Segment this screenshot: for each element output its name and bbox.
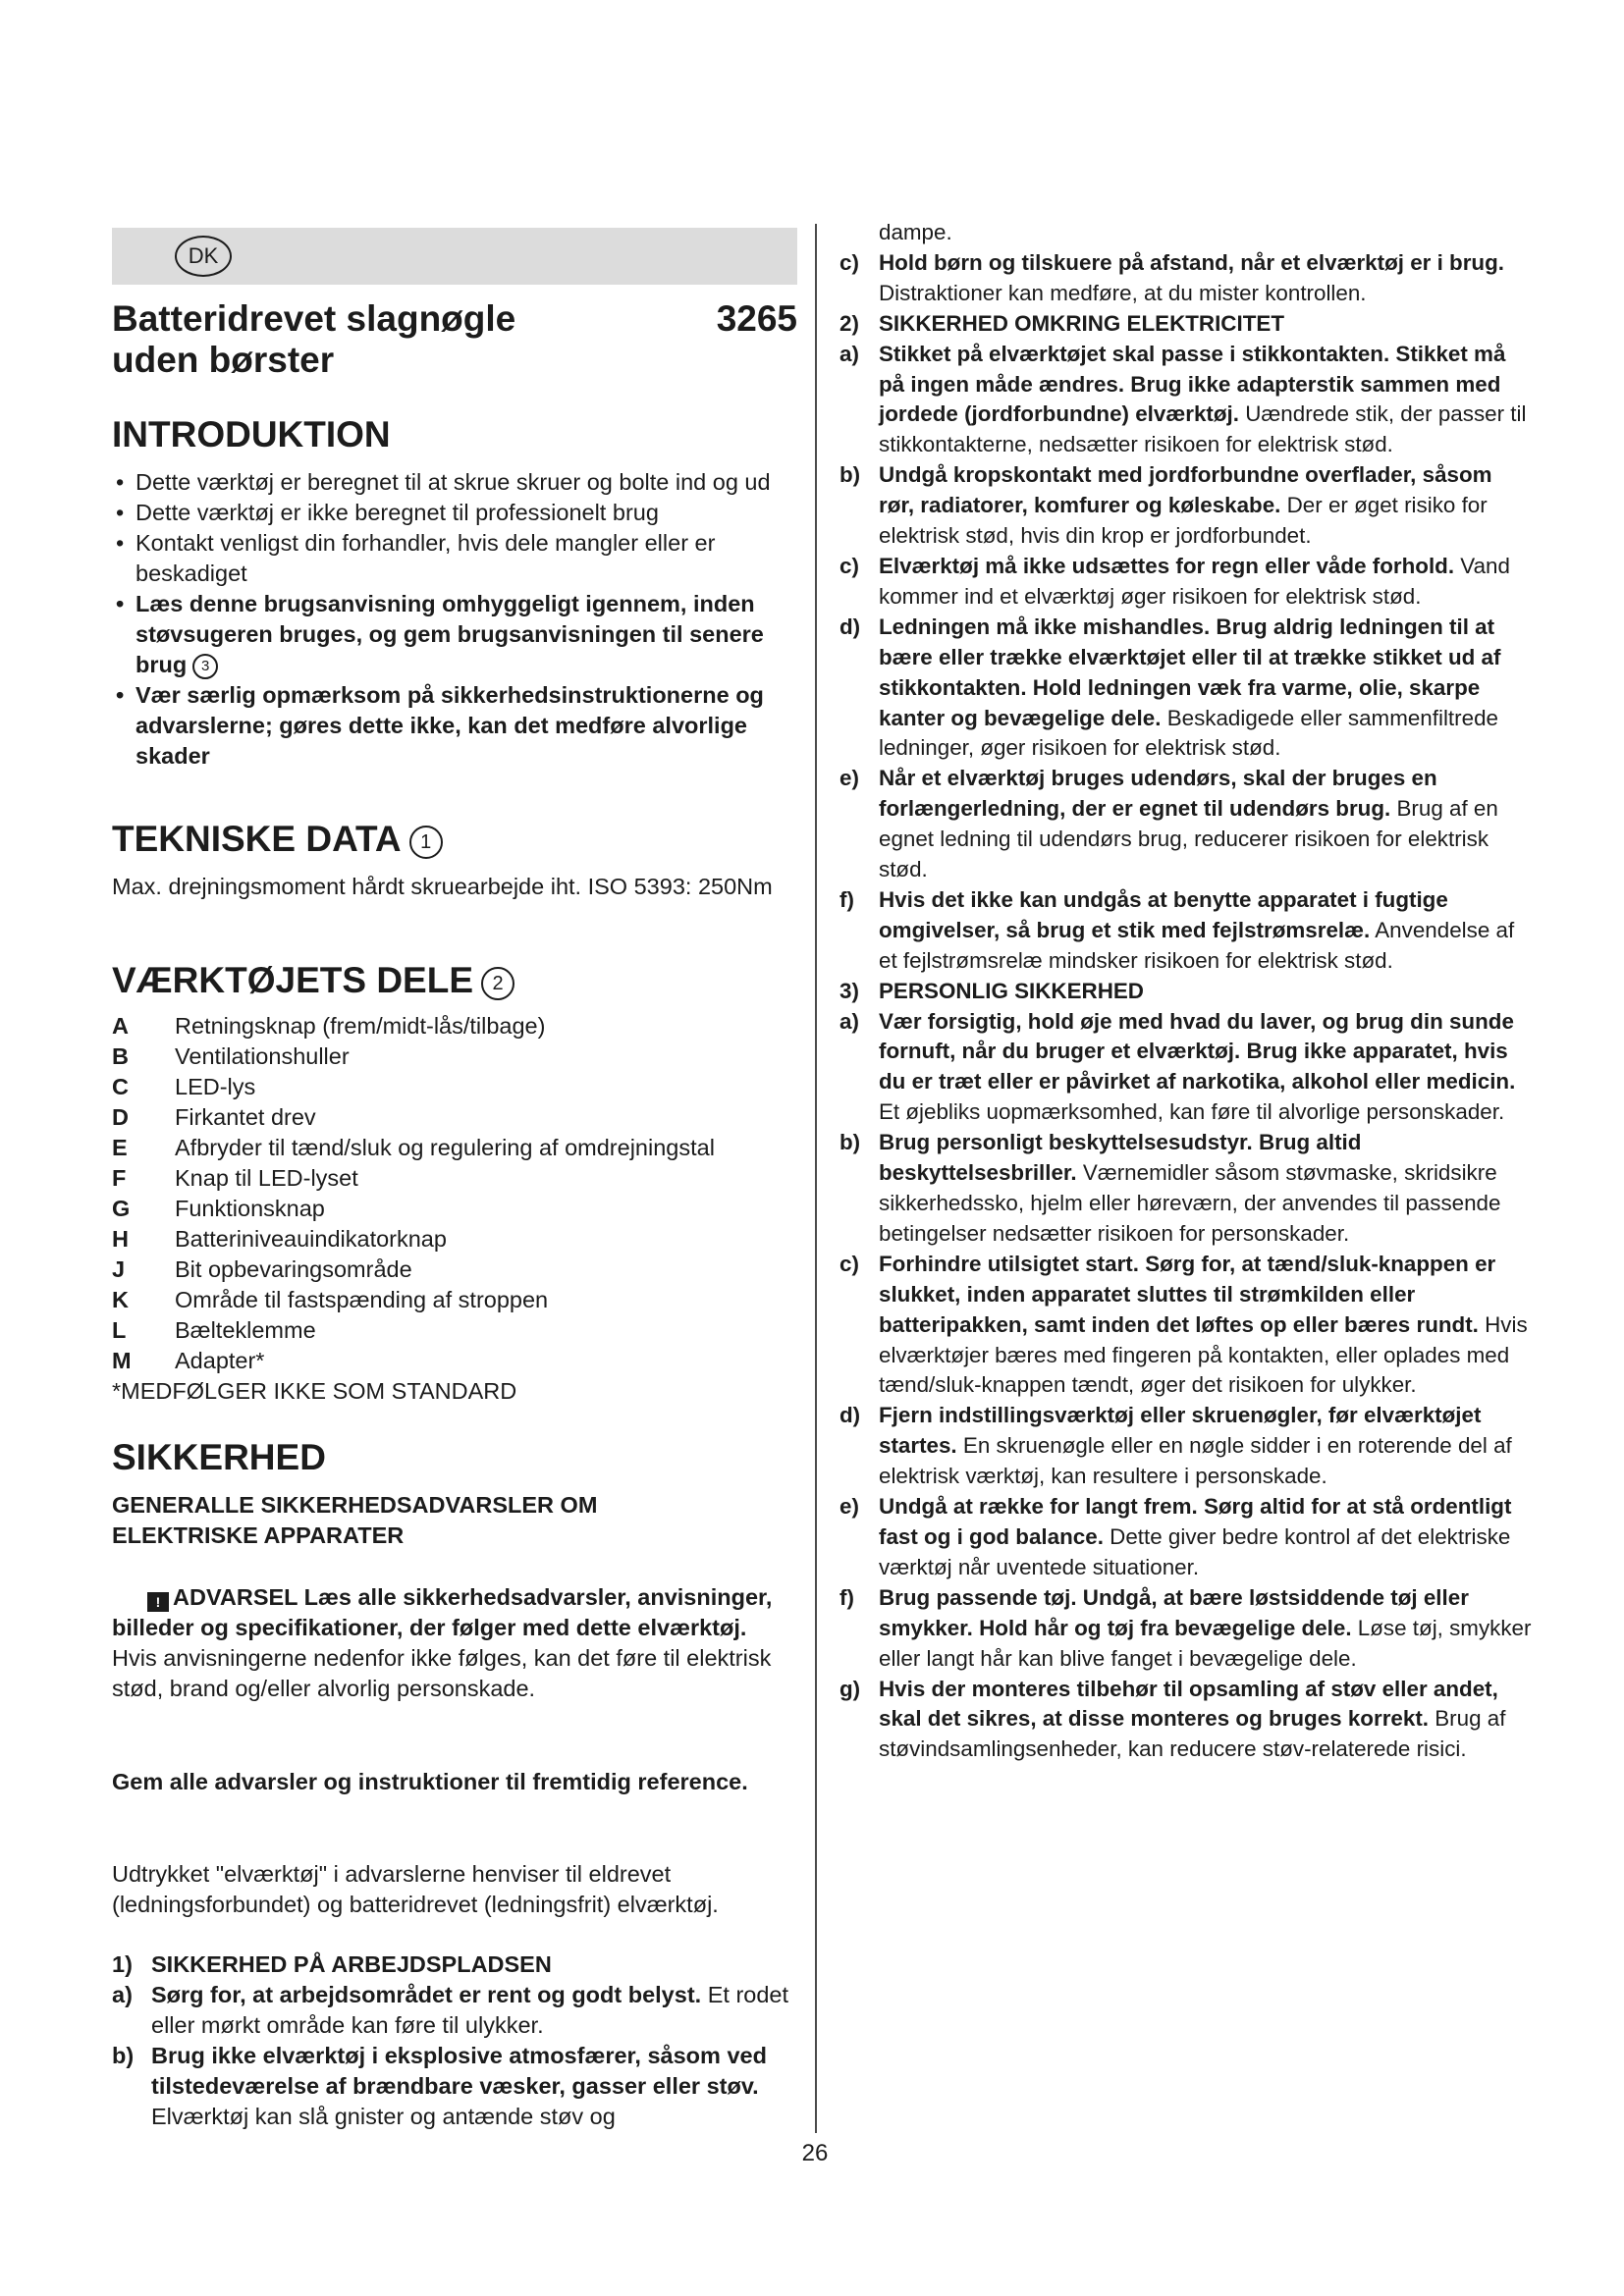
item-bold: Stikket på elværktøjet skal passe i stikkontakten. Stikket må på ingen måde ændres. Brug ikke adapterstik sammen med jordede (jordforbundne) elværktøj. xyxy=(879,341,1506,427)
item-bold: Når et elværktøj bruges udendørs, skal der bruges en forlængerledning, der er egnet til udendørs brug. xyxy=(879,766,1437,822)
language-band xyxy=(112,228,797,285)
item-bold: Fjern indstillingsværktøj eller skruenøgler, før elværktøjet startes. xyxy=(879,1403,1482,1459)
part-row xyxy=(112,1011,797,1041)
part-letter: L xyxy=(112,1317,127,1343)
item-text: Et øjebliks uopmærksomhed, kan føre til alvorlige personskader. xyxy=(879,1099,1505,1125)
item-text: dampe. xyxy=(879,220,952,244)
part-letter: K xyxy=(112,1287,129,1312)
part-row xyxy=(112,1041,797,1072)
item-label: b) xyxy=(112,2043,135,2068)
item-label: c) xyxy=(839,1251,859,1276)
section-title: SIKKERHED PÅ ARBEJDSPLADSEN xyxy=(151,1951,552,1977)
list-item xyxy=(839,552,1532,613)
item-label: f) xyxy=(839,886,854,912)
list-item xyxy=(839,248,1532,309)
part-text: Knap til LED-lyset xyxy=(175,1165,358,1191)
part-letter: B xyxy=(112,1043,129,1069)
section-number: 3) xyxy=(839,978,859,1003)
list-item xyxy=(839,1401,1532,1492)
part-row xyxy=(112,1194,797,1224)
item-label: c) xyxy=(839,553,859,578)
list-item xyxy=(112,2041,797,2132)
figure-ref-badge: 2 xyxy=(481,967,514,1000)
right-column-text xyxy=(839,218,1532,1765)
safety-warning xyxy=(112,1582,797,1704)
part-letter: F xyxy=(112,1165,127,1191)
item-bold: Hvis det ikke kan undgås at benytte apparatet i fugtige omgivelser, så brug et stik med fejlstrømsrelæ. xyxy=(879,886,1448,942)
tech-heading xyxy=(112,819,443,860)
part-text: Ventilationshuller xyxy=(175,1043,350,1069)
part-row xyxy=(112,1163,797,1194)
item-text: Brug af en egnet ledning til udendørs brug, reducerer risikoen for elektrisk stød. xyxy=(879,796,1498,882)
section-heading xyxy=(112,1949,797,1980)
part-text: Bælteklemme xyxy=(175,1317,316,1343)
list-item-text: Læs denne brugsanvisning omhyggeligt igennem, inden støvsugeren bruges, og gem brugsanvisningen til senere brug xyxy=(135,591,764,677)
part-row xyxy=(112,1255,797,1285)
item-text: Distraktioner kan medføre, at du mister kontrollen. xyxy=(879,280,1367,305)
list-item: • Dette værktøj er beregnet til at skrue skruer og bolte ind og ud xyxy=(112,467,797,498)
item-bold: Undgå at række for langt frem. Sørg altid for at stå ordentligt fast og i god balance. xyxy=(879,1494,1512,1549)
item-text: Der er øget risiko for elektrisk stød, hvis din krop er jordforbundet. xyxy=(879,493,1488,549)
item-text: Beskadigede eller sammenfiltrede ledninger, øger risikoen for elektrisk stød. xyxy=(879,705,1498,761)
item-bold: Brug ikke elværktøj i eksplosive atmosfærer, såsom ved tilstedeværelse af brændbare væsker, gasser eller støv. xyxy=(151,2043,767,2099)
section-heading xyxy=(839,977,1532,1007)
safety-heading: SIKKERHED xyxy=(112,1437,326,1477)
part-text: Batteriniveauindikatorknap xyxy=(175,1226,447,1252)
item-text: Brug af støvindsamlingsenheder, kan reducere støv-relaterede risici. xyxy=(879,1706,1506,1762)
item-text: Anvendelse af et fejlstrømsrelæ mindsker risikoen for elektrisk stød. xyxy=(879,917,1515,973)
part-letter: H xyxy=(112,1226,129,1252)
item-label: a) xyxy=(839,1008,859,1034)
section-heading xyxy=(839,309,1532,340)
item-text: Et rodet eller mørkt område kan føre til ulykker. xyxy=(151,1982,789,2038)
item-bold: Undgå kropskontakt med jordforbundne overflader, såsom rør, radiatorer, komfurer og køleskabe. xyxy=(879,462,1492,518)
item-bold: Hvis der monteres tilbehør til opsamling af støv eller andet, skal det sikres, at disse monteres og bruges korrekt. xyxy=(879,1676,1498,1732)
list-item xyxy=(839,460,1532,552)
parts-heading-text: VÆRKTØJETS DELE xyxy=(112,960,473,1000)
warning-bold-text: ADVARSEL Læs alle sikkerhedsadvarsler, anvisninger, billeder og specifikationer, der følger med dette elværktøj. xyxy=(112,1584,773,1640)
item-label: a) xyxy=(839,341,859,366)
item-bold: Vær forsigtig, hold øje med hvad du laver, og brug din sunde fornuft, når du bruger et elværktøj. Brug ikke apparatet, hvis du er træt eller er påvirket af narkotika, alkohol eller medicin. xyxy=(879,1008,1516,1095)
part-text: Område til fastspænding af stroppen xyxy=(175,1287,549,1312)
item-text: Hvis elværktøjer bæres med fingeren på kontakten, eller oplades med tænd/sluk-knappen tændt, øger det risikoen for ulykker. xyxy=(879,1311,1528,1398)
warning-triangle-icon: ! xyxy=(147,1592,169,1612)
item-bold: Sørg for, at arbejdsområdet er rent og godt belyst. xyxy=(151,1982,702,2007)
list-item xyxy=(839,340,1532,461)
section-number: 2) xyxy=(839,310,859,336)
item-bold: Ledningen må ikke mishandles. Brug aldrig ledningen til at bære eller trække elværktøjet eller til at trække stikket ud af stikkontakten. Hold ledningen væk fra varme, olie, skarpe kanter og bevægelige dele. xyxy=(879,614,1501,730)
list-item: • Dette værktøj er ikke beregnet til professionelt brug xyxy=(112,498,797,528)
item-text: Elværktøj kan slå gnister og antænde støv og xyxy=(151,2104,616,2129)
list-item xyxy=(839,1250,1532,1402)
section-number: 1) xyxy=(112,1951,133,1977)
term-note: Udtrykket "elværktøj" i advarslerne henviser til eldrevet (ledningsforbundet) og batteridrevet (ledningsfrit) elværktøj. xyxy=(112,1861,719,1917)
item-bold: Brug passende tøj. Undgå, at bære løstsiddende tøj eller smykker. Hold hår og tøj fra bevægelige dele. xyxy=(879,1584,1469,1640)
tech-text: Max. drejningsmoment hårdt skruearbejde iht. ISO 5393: 250Nm xyxy=(112,874,773,899)
list-item xyxy=(839,764,1532,885)
parts-list xyxy=(112,1011,797,1407)
continued-text xyxy=(839,218,1532,248)
list-item xyxy=(839,1675,1532,1766)
part-row xyxy=(112,1224,797,1255)
part-letter: C xyxy=(112,1074,129,1099)
list-item xyxy=(112,1980,797,2041)
item-text: Værnemidler såsom støvmaske, skridsikre sikkerhedssko, hjelm eller høreværn, der anvendes til passende betingelser nedsætter risikoen for personskader. xyxy=(879,1160,1501,1246)
intro-heading: INTRODUKTION xyxy=(112,414,391,454)
language-badge: DK xyxy=(175,236,232,277)
item-bold: Hold børn og tilskuere på afstand, når et elværktøj er i brug. xyxy=(879,249,1505,275)
item-text: Dette giver bedre kontrol af det elektriske værktøj når uventede situationer. xyxy=(879,1523,1511,1579)
parts-footnote: *MEDFØLGER IKKE SOM STANDARD xyxy=(112,1378,517,1404)
parts-heading xyxy=(112,960,514,1001)
section-1 xyxy=(112,1949,797,2132)
item-label: g) xyxy=(839,1676,861,1701)
list-item xyxy=(839,1583,1532,1675)
item-text: En skruenøgle eller en nøgle sidder i en roterende del af elektrisk værktøj, kan resultere i personskade. xyxy=(879,1433,1512,1489)
part-text: Afbryder til tænd/sluk og regulering af omdrejningstal xyxy=(175,1135,715,1160)
item-label: f) xyxy=(839,1584,854,1610)
part-row xyxy=(112,1346,797,1376)
figure-ref-badge: 1 xyxy=(409,826,443,859)
item-text: Løse tøj, smykker eller langt hår kan blive fanget i bevægelige dele. xyxy=(879,1615,1532,1671)
item-text: Uændrede stik, der passer til stikkontakterne, nedsætter risikoen for elektrisk stød. xyxy=(879,401,1527,457)
part-text: Funktionsknap xyxy=(175,1196,325,1221)
part-letter: A xyxy=(112,1013,129,1039)
product-title xyxy=(112,298,797,381)
part-letter: M xyxy=(112,1348,132,1373)
intro-list xyxy=(112,467,797,772)
part-letter: G xyxy=(112,1196,131,1221)
list-item xyxy=(839,613,1532,765)
item-label: e) xyxy=(839,766,859,791)
item-label: b) xyxy=(839,1130,861,1155)
part-text: Bit opbevaringsområde xyxy=(175,1256,412,1282)
part-row xyxy=(112,1102,797,1133)
part-letter: J xyxy=(112,1256,126,1282)
part-text: Firkantet drev xyxy=(175,1104,316,1130)
item-bold: Brug personligt beskyttelsesudstyr. Brug altid beskyttelsesbriller. xyxy=(879,1130,1362,1186)
part-row xyxy=(112,1072,797,1102)
part-text: Adapter* xyxy=(175,1348,265,1373)
part-text: Retningsknap (frem/midt-lås/tilbage) xyxy=(175,1013,546,1039)
part-letter: D xyxy=(112,1104,129,1130)
section-title: PERSONLIG SIKKERHED xyxy=(879,978,1144,1003)
list-item xyxy=(839,1128,1532,1250)
item-label: d) xyxy=(839,1403,861,1428)
figure-ref-badge: 3 xyxy=(192,654,218,679)
list-item: • Vær særlig opmærksom på sikkerhedsinstruktionerne og advarslerne; gøres dette ikke, kan det medføre alvorlige skader xyxy=(112,680,797,772)
item-label: e) xyxy=(839,1494,859,1520)
tech-heading-text: TEKNISKE DATA xyxy=(112,819,402,859)
item-label: d) xyxy=(839,614,861,639)
save-note: Gem alle advarsler og instruktioner til fremtidig reference. xyxy=(112,1769,748,1794)
part-text: LED-lys xyxy=(175,1074,256,1099)
list-item: • Kontakt venligst din forhandler, hvis dele mangler eller er beskadiget xyxy=(112,528,797,589)
item-bold: Elværktøj må ikke udsættes for regn eller våde forhold. xyxy=(879,553,1455,578)
section-title: SIKKERHED OMKRING ELEKTRICITET xyxy=(879,310,1284,336)
item-label: b) xyxy=(839,462,861,488)
item-label: a) xyxy=(112,1982,133,2007)
list-item xyxy=(839,1492,1532,1583)
safety-subheading: GENERALLE SIKKERHEDSADVARSLER OM ELEKTRISKE APPARATER xyxy=(112,1492,598,1548)
list-item xyxy=(112,589,797,680)
item-label: c) xyxy=(839,249,859,275)
part-letter: E xyxy=(112,1135,128,1160)
warning-text: Hvis anvisningerne nedenfor ikke følges, kan det føre til elektrisk stød, brand og/eller alvorlig personskade. xyxy=(112,1645,772,1701)
page-number: 26 xyxy=(801,2140,829,2166)
item-text: Vand kommer ind et elværktøj øger risikoen for elektrisk stød. xyxy=(879,553,1510,609)
item-bold: Forhindre utilsigtet start. Sørg for, at tænd/sluk-knappen er slukket, inden apparatet sluttes til strømkilden eller batteripakken, samt inden det løftes op eller bæres rundt. xyxy=(879,1251,1496,1337)
part-row xyxy=(112,1133,797,1163)
list-item xyxy=(839,885,1532,977)
column-divider xyxy=(815,224,817,2133)
part-row xyxy=(112,1285,797,1315)
model-number: 3265 xyxy=(716,298,797,339)
list-item xyxy=(839,1007,1532,1129)
product-name: Batteridrevet slagnøgle uden børster xyxy=(112,298,516,380)
part-row xyxy=(112,1315,797,1346)
